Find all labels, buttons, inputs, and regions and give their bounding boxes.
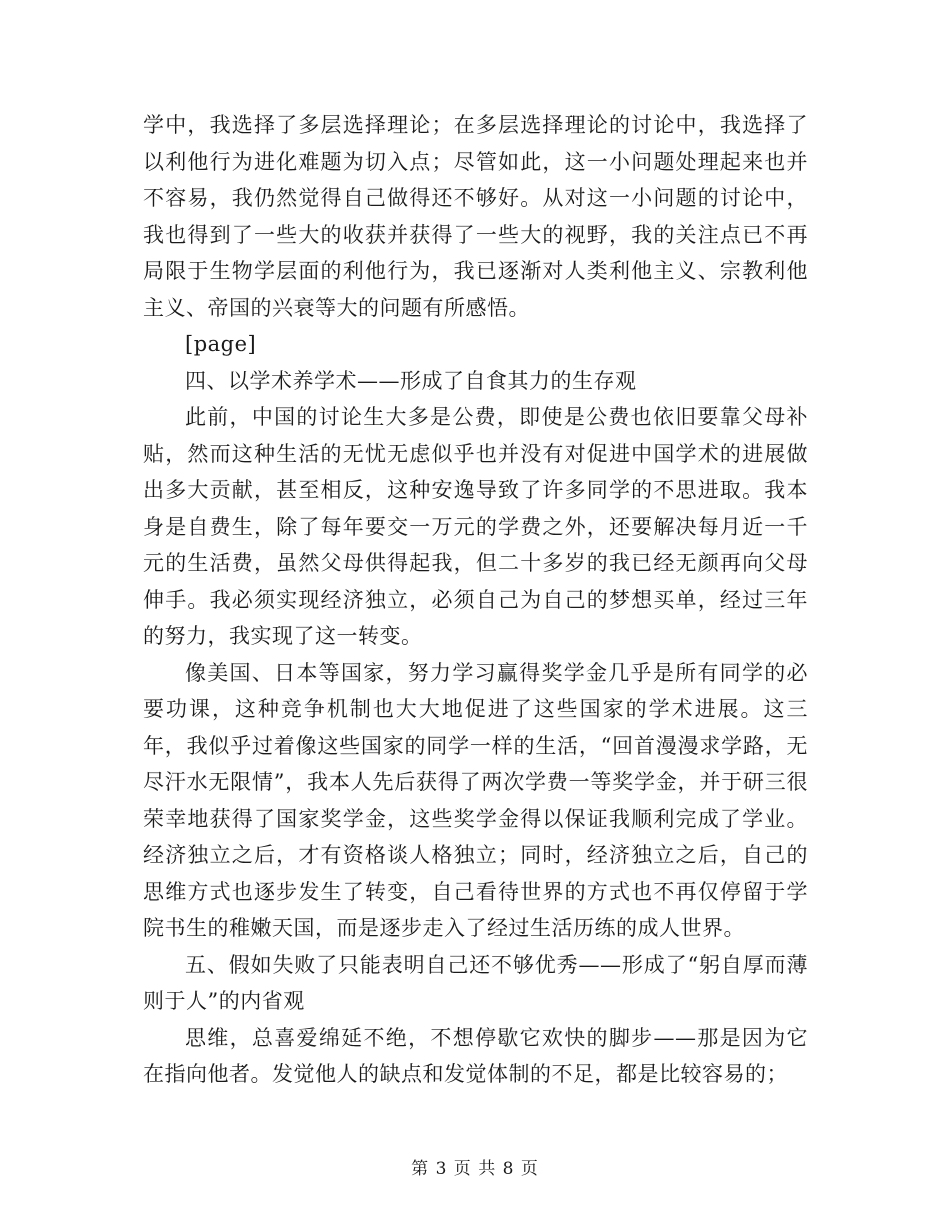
paragraph-3: 像美国、日本等国家，努力学习赢得奖学金几乎是所有同学的必要功课，这种竞争机制也大大地促进了这些国家的学术进展。这三年，我似乎过着像这些国家的同学一样的生活，“回首漫漫求学路，无尽汗水无限情”，我本人先后获得了两次学费一等奖学金，并于研三很荣幸地获得了国家奖学金，这些奖学金得以保证我顺利完成了学业。经济独立之后，才有资格谈人格独立；同时，经济独立之后，自己的思维方式也逐步发生了转变，自己看待世界的方式也不再仅停留于学院书生的稚嫩天国，而是逐步走入了经过生活历练的成人世界。 <box>143 660 808 940</box>
page-footer: 第 3 页 共 8 页 <box>411 1159 539 1179</box>
page-marker: [page] <box>185 332 257 356</box>
paragraph-2: 此前，中国的讨论生大多是公费，即使是公费也依旧要靠父母补贴，然而这种生活的无忧无虑似乎也并没有对促进中国学术的进展做出多大贡献，甚至相反，这种安逸导致了许多同学的不思进取。我本身是自费生，除了每年要交一万元的学费之外，还要解决每月近一千元的生活费，虽然父母供得起我，但二十多岁的我已经无颜再向父母伸手。我必须实现经济独立，必须自己为自己的梦想买单，经过三年的努力，我实现了这一转变。 <box>143 405 808 648</box>
section-heading-4: 四、以学术养学术——形成了自食其力的生存观 <box>185 368 637 393</box>
document-body <box>143 107 808 1093</box>
paragraph-4: 思维，总喜爱绵延不绝，不想停歇它欢快的脚步——那是因为它在指向他者。发觉他人的缺点和发觉体制的不足，都是比较容易的； <box>143 1025 808 1086</box>
paragraph-1: 学中，我选择了多层选择理论；在多层选择理论的讨论中，我选择了以利他行为进化难题为切入点；尽管如此，这一小问题处理起来也并不容易，我仍然觉得自己做得还不够好。从对这一小问题的讨论中，我也得到了一些大的收获并获得了一些大的视野，我的关注点已不再局限于生物学层面的利他行为，我已逐渐对人类利他主义、宗教利他主义、帝国的兴衰等大的问题有所感悟。 <box>143 113 808 320</box>
section-heading-5: 五、假如失败了只能表明自己还不够优秀——形成了“躬自厚而薄则于人”的内省观 <box>143 952 808 1013</box>
